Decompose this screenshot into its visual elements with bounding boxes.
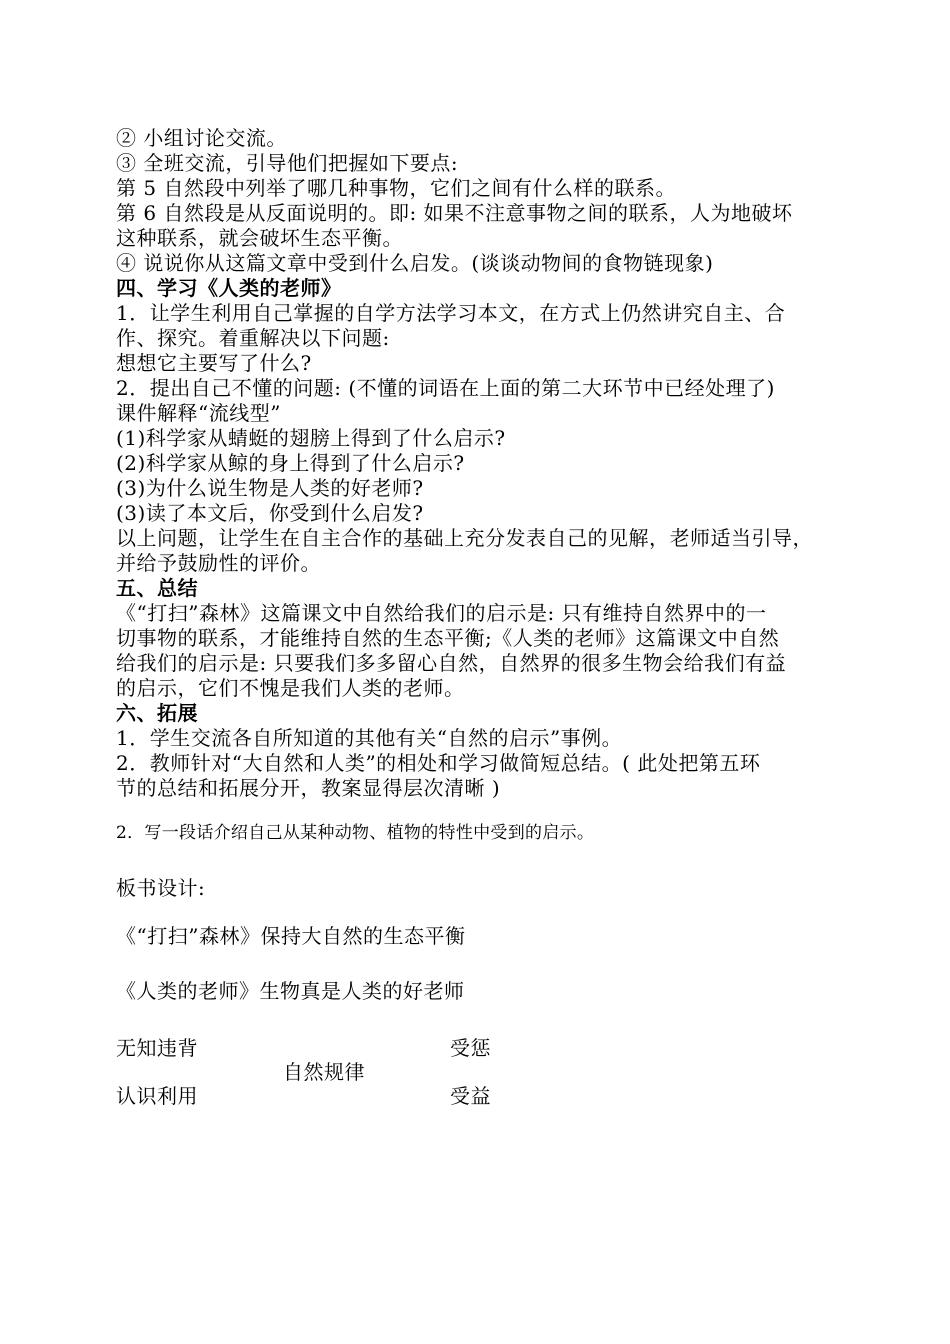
- section-heading: 六、拓展: [116, 701, 198, 725]
- board-row-1: 《“打扫”森林》保持大自然的生态平衡: [116, 924, 466, 948]
- board-center: 自然规律: [283, 1060, 365, 1084]
- text-line: 作、探究。着重解决以下问题:: [116, 326, 390, 350]
- text-line: 1．让学生利用自己掌握的自学方法学习本文，在方式上仍然讲究自主、合: [116, 301, 786, 325]
- text-line: 以上问题，让学生在自主合作的基础上充分发表自己的见解，老师适当引导，: [116, 526, 813, 550]
- text-line: ④ 说说你从这篇文章中受到什么启发。(谈谈动物间的食物链现象): [116, 251, 714, 275]
- question-item: (3)读了本文后，你受到什么启发?: [116, 501, 424, 525]
- text-line: 课件解释“流线型”: [116, 401, 281, 425]
- board-left-top: 无知违背: [116, 1036, 198, 1060]
- text-line: 2．教师针对“大自然和人类”的相处和学习做简短总结。( 此处把第五环: [116, 751, 761, 775]
- board-left-bottom: 认识利用: [116, 1084, 198, 1108]
- text-line: ③ 全班交流，引导他们把握如下要点:: [116, 151, 459, 175]
- text-line: 节的总结和拓展分开，教案显得层次清晰 ): [116, 776, 501, 800]
- board-row-2: 《人类的老师》生物真是人类的好老师: [116, 979, 465, 1003]
- homework-line: 2．写一段话介绍自己从某种动物、植物的特性中受到的启示。: [116, 823, 595, 843]
- text-line: 2．提出自己不懂的问题: (不懂的词语在上面的第二大环节中已经处理了): [116, 376, 775, 400]
- text-line: 给我们的启示是: 只要我们多多留心自然，自然界的很多生物会给我们有益: [116, 651, 787, 675]
- text-line: 第 6 自然段是从反面说明的。即: 如果不注意事物之间的联系，人为地破坏: [116, 201, 793, 225]
- board-right-bottom: 受益: [450, 1084, 491, 1108]
- text-line: 这种联系，就会破坏生态平衡。: [116, 226, 403, 250]
- text-line: 的启示，它们不愧是我们人类的老师。: [116, 676, 465, 700]
- text-line: 想想它主要写了什么?: [116, 351, 312, 375]
- question-item: (3)为什么说生物是人类的好老师?: [116, 476, 424, 500]
- question-item: (1)科学家从蜻蜓的翅膀上得到了什么启示?: [116, 426, 506, 450]
- question-item: (2)科学家从鲸的身上得到了什么启示?: [116, 451, 465, 475]
- board-heading: 板书设计:: [116, 876, 206, 900]
- section-heading: 五、总结: [116, 576, 198, 600]
- text-line: 《“打扫”森林》这篇课文中自然给我们的启示是: 只有维持自然界中的一: [116, 601, 767, 625]
- text-line: 第 5 自然段中列举了哪几种事物，它们之间有什么样的联系。: [116, 176, 676, 200]
- section-heading: 四、学习《人类的老师》: [116, 276, 342, 300]
- text-line: 并给予鼓励性的评价。: [116, 551, 321, 575]
- text-line: 切事物的联系，才能维持自然的生态平衡;《人类的老师》这篇课文中自然: [116, 626, 780, 650]
- text-line: 1．学生交流各自所知道的其他有关“自然的启示”事例。: [116, 726, 623, 750]
- text-line: ② 小组讨论交流。: [116, 126, 287, 150]
- board-right-top: 受惩: [450, 1036, 491, 1060]
